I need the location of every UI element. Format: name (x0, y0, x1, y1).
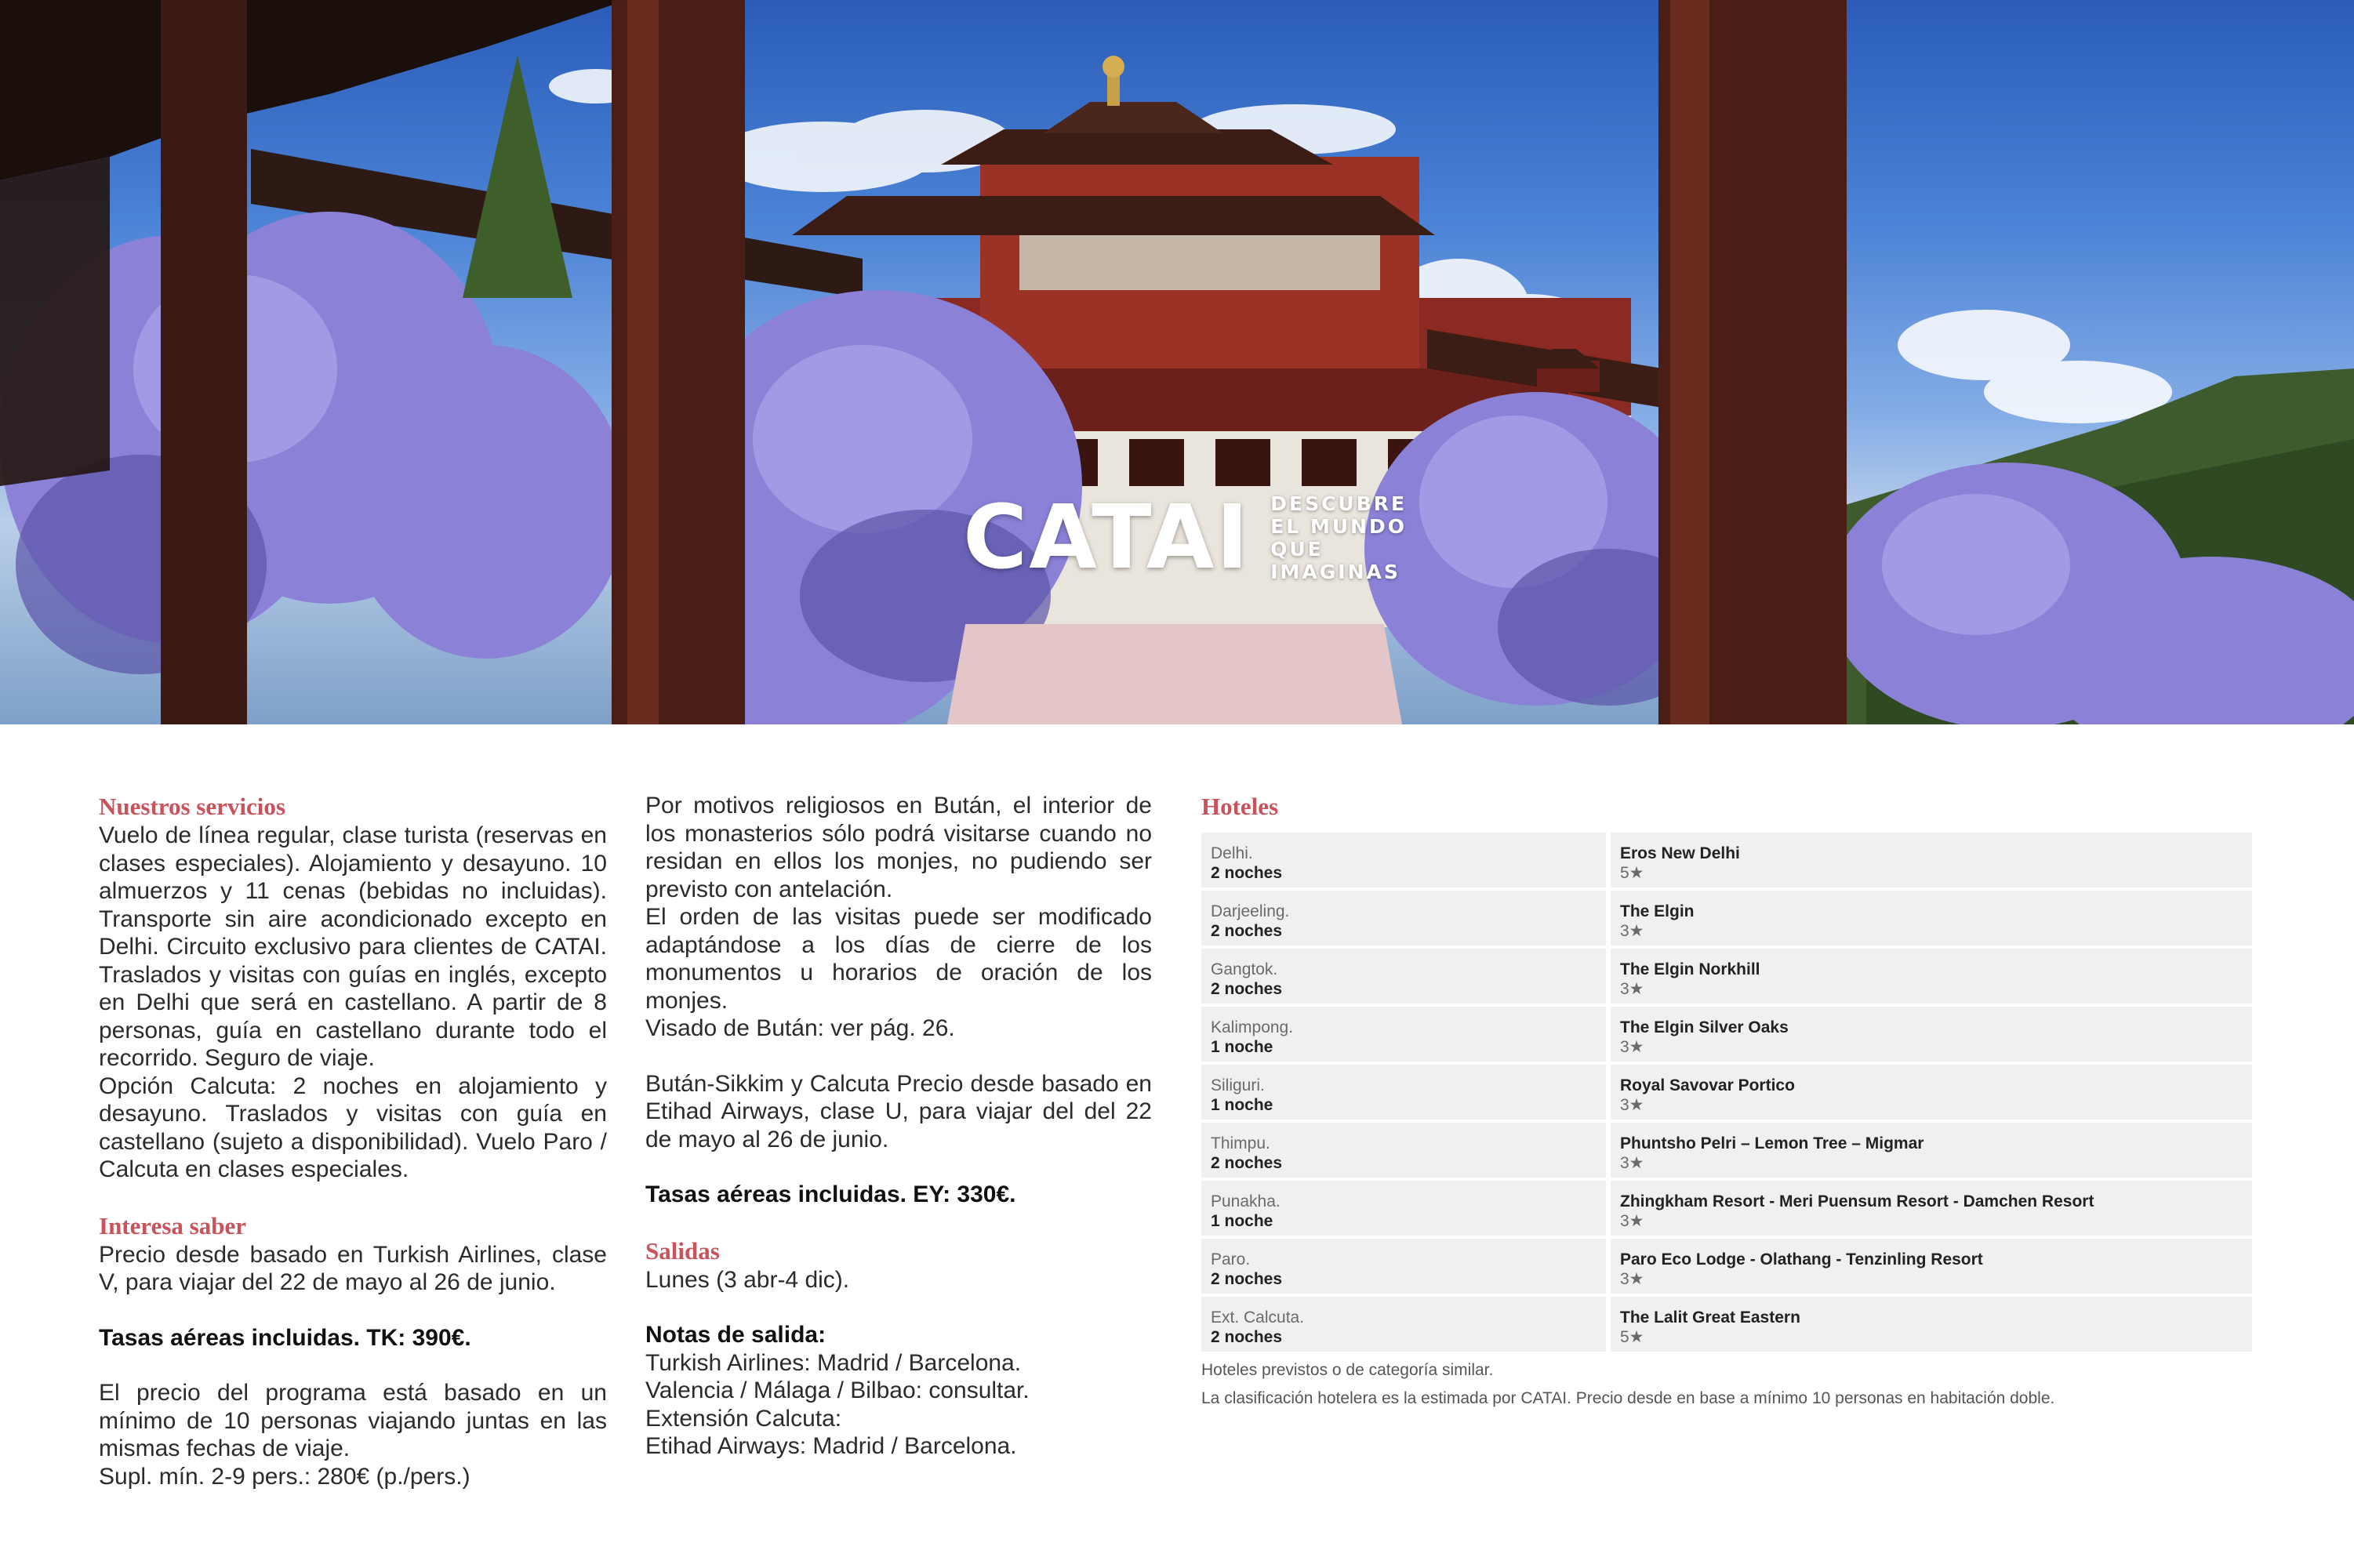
hotels-classification-note: La clasificación hotelera es la estimada por CATAI. Precio desde en base a mínimo 10 personas en habitación doble. (1201, 1389, 2055, 1407)
hotel-stars: 3★ (1620, 1038, 1644, 1056)
tasas-tk: Tasas aéreas incluidas. TK: 390€. (99, 1324, 471, 1351)
tasas-ey: Tasas aéreas incluidas. EY: 330€. (645, 1181, 1016, 1207)
nights: 2 noches (1211, 1270, 1283, 1288)
city-cell (1201, 1239, 1606, 1294)
hotel-stars: 3★ (1620, 1270, 1644, 1288)
nights: 2 noches (1211, 922, 1283, 940)
city-cell (1201, 1007, 1606, 1062)
city-name: Gangtok. (1211, 960, 1278, 978)
hotel-cell (1611, 1007, 2252, 1062)
hotel-cell (1611, 833, 2252, 887)
city-name: Punakha. (1211, 1192, 1281, 1210)
city-name: Thimpu. (1211, 1134, 1270, 1152)
servicios-heading: Nuestros servicios (99, 793, 285, 820)
nights: 2 noches (1211, 980, 1283, 998)
hotel-name: Phuntsho Pelri – Lemon Tree – Migmar (1620, 1134, 1924, 1152)
hotel-stars: 3★ (1620, 922, 1644, 940)
column-notas (645, 792, 1152, 1461)
hotel-cell (1611, 1297, 2252, 1352)
city-cell (1201, 833, 1606, 887)
column-servicios (99, 792, 607, 1490)
salidas-heading: Salidas (645, 1236, 720, 1265)
hotel-cell (1611, 1065, 2252, 1120)
opcion-calcuta-text: Opción Calcuta: 2 noches en alojamiento y desayuno. Traslados y visitas con guía en castellano (sujeto a disponibilidad). Vuelo Paro / Calcuta en clases especiales. (99, 1073, 607, 1182)
orden-text: El orden de las visitas puede ser modificado adaptándose a los días de cierre de los monumentos u horarios de oración de los monjes. (645, 904, 1152, 1014)
minimo-text: El precio del programa está basado en un mínimo de 10 personas viajando juntas en las mismas fechas de viaje. (99, 1380, 607, 1461)
nights: 1 noche (1211, 1096, 1273, 1114)
notas-line: Turkish Airlines: Madrid / Barcelona. (645, 1349, 1022, 1376)
nights: 1 noche (1211, 1038, 1273, 1056)
hotels-heading: Hoteles (1201, 793, 1279, 820)
city-name: Kalimpong. (1211, 1018, 1294, 1036)
table-row (1201, 1007, 2252, 1062)
hotel-stars: 3★ (1620, 980, 1644, 998)
brand-name: CATAI (963, 487, 1251, 589)
city-name: Ext. Calcuta. (1211, 1308, 1305, 1327)
notas-heading: Notas de salida: (645, 1322, 826, 1348)
city-name: Siliguri. (1211, 1076, 1265, 1094)
hero-photo (0, 0, 2354, 724)
city-name: Delhi. (1211, 844, 1253, 862)
servicios-text: Vuelo de línea regular, clase turista (reservas en clases especiales). Alojamiento y desayuno. 10 almuerzos y 11 cenas (bebidas no incluidas). Transporte sin aire acondicionado excepto en Delhi. Circuito exclusivo para clientes de CATAI. Traslados y visitas con guías en inglés, excepto en Delhi que será en castellano. A partir de 8 personas, guía en castellano durante todo el recorrido. Seguro de viaje. (99, 822, 607, 1071)
brand-tagline: DESCUBRE EL MUNDO QUE IMAGINAS (1270, 492, 1408, 583)
salidas-text: Lunes (3 abr-4 dic). (645, 1266, 850, 1293)
hotel-cell (1611, 1181, 2252, 1236)
table-row (1201, 949, 2252, 1004)
catai-logo (963, 487, 1443, 589)
hotel-cell (1611, 1123, 2252, 1178)
supl-text: Supl. mín. 2-9 pers.: 280€ (p./pers.) (99, 1463, 470, 1490)
city-name: Paro. (1211, 1250, 1251, 1269)
hotel-stars: 3★ (1620, 1212, 1644, 1230)
hotel-stars: 5★ (1620, 864, 1644, 882)
table-row (1201, 1181, 2252, 1236)
notas-line: Valencia / Málaga / Bilbao: consultar. (645, 1377, 1030, 1403)
religiosos-text: Por motivos religiosos en Bután, el interior de los monasterios sólo podrá visitarse cuando no residan en ellos los monjes, no pudiendo ser previsto con antelación. (645, 793, 1152, 902)
hotel-name: The Elgin Silver Oaks (1620, 1018, 1789, 1036)
dzong-illustration (0, 0, 2354, 724)
notas-line: Etihad Airways: Madrid / Barcelona. (645, 1433, 1017, 1459)
nights: 2 noches (1211, 1154, 1283, 1172)
notas-line: Extensión Calcuta: (645, 1405, 842, 1432)
city-name: Darjeeling. (1211, 902, 1290, 920)
hotel-name: Zhingkham Resort - Meri Puensum Resort - Damchen Resort (1620, 1192, 2094, 1210)
hotel-name: The Lalit Great Eastern (1620, 1308, 1800, 1327)
city-cell (1201, 1181, 1606, 1236)
city-cell (1201, 1297, 1606, 1352)
hotel-stars: 3★ (1620, 1154, 1644, 1172)
table-row (1201, 1239, 2252, 1294)
hotel-name: The Elgin (1620, 902, 1695, 920)
interesa-text: Precio desde basado en Turkish Airlines, clase V, para viajar del 22 de mayo al 26 de junio. (99, 1241, 607, 1295)
nights: 2 noches (1211, 1328, 1283, 1346)
hotel-stars: 5★ (1620, 1328, 1644, 1346)
table-row (1201, 833, 2252, 887)
hotel-name: Royal Savovar Portico (1620, 1076, 1795, 1094)
city-cell (1201, 1065, 1606, 1120)
hotel-cell (1611, 1239, 2252, 1294)
hotel-name: Paro Eco Lodge - Olathang - Tenzinling Resort (1620, 1250, 1983, 1269)
hotel-cell (1611, 949, 2252, 1004)
city-cell (1201, 1123, 1606, 1178)
city-cell (1201, 949, 1606, 1004)
hotels-section (1201, 792, 2252, 1413)
nights: 1 noche (1211, 1212, 1273, 1230)
nights: 2 noches (1211, 864, 1283, 882)
table-row (1201, 891, 2252, 946)
precio-ey-text: Bután-Sikkim y Calcuta Precio desde basado en Etihad Airways, clase U, para viajar del del 22 de mayo al 26 de junio. (645, 1070, 1152, 1152)
table-row (1201, 1297, 2252, 1352)
decorative-tab (947, 624, 1402, 724)
city-cell (1201, 891, 1606, 946)
table-row (1201, 1065, 2252, 1120)
hotel-name: The Elgin Norkhill (1620, 960, 1760, 978)
hotels-note: Hoteles previstos o de categoría similar. (1201, 1361, 1494, 1379)
hotel-name: Eros New Delhi (1620, 844, 1740, 862)
hotel-stars: 3★ (1620, 1096, 1644, 1114)
interesa-heading: Interesa saber (99, 1211, 246, 1240)
visado-text: Visado de Bután: ver pág. 26. (645, 1015, 955, 1041)
hotel-cell (1611, 891, 2252, 946)
table-row (1201, 1123, 2252, 1178)
